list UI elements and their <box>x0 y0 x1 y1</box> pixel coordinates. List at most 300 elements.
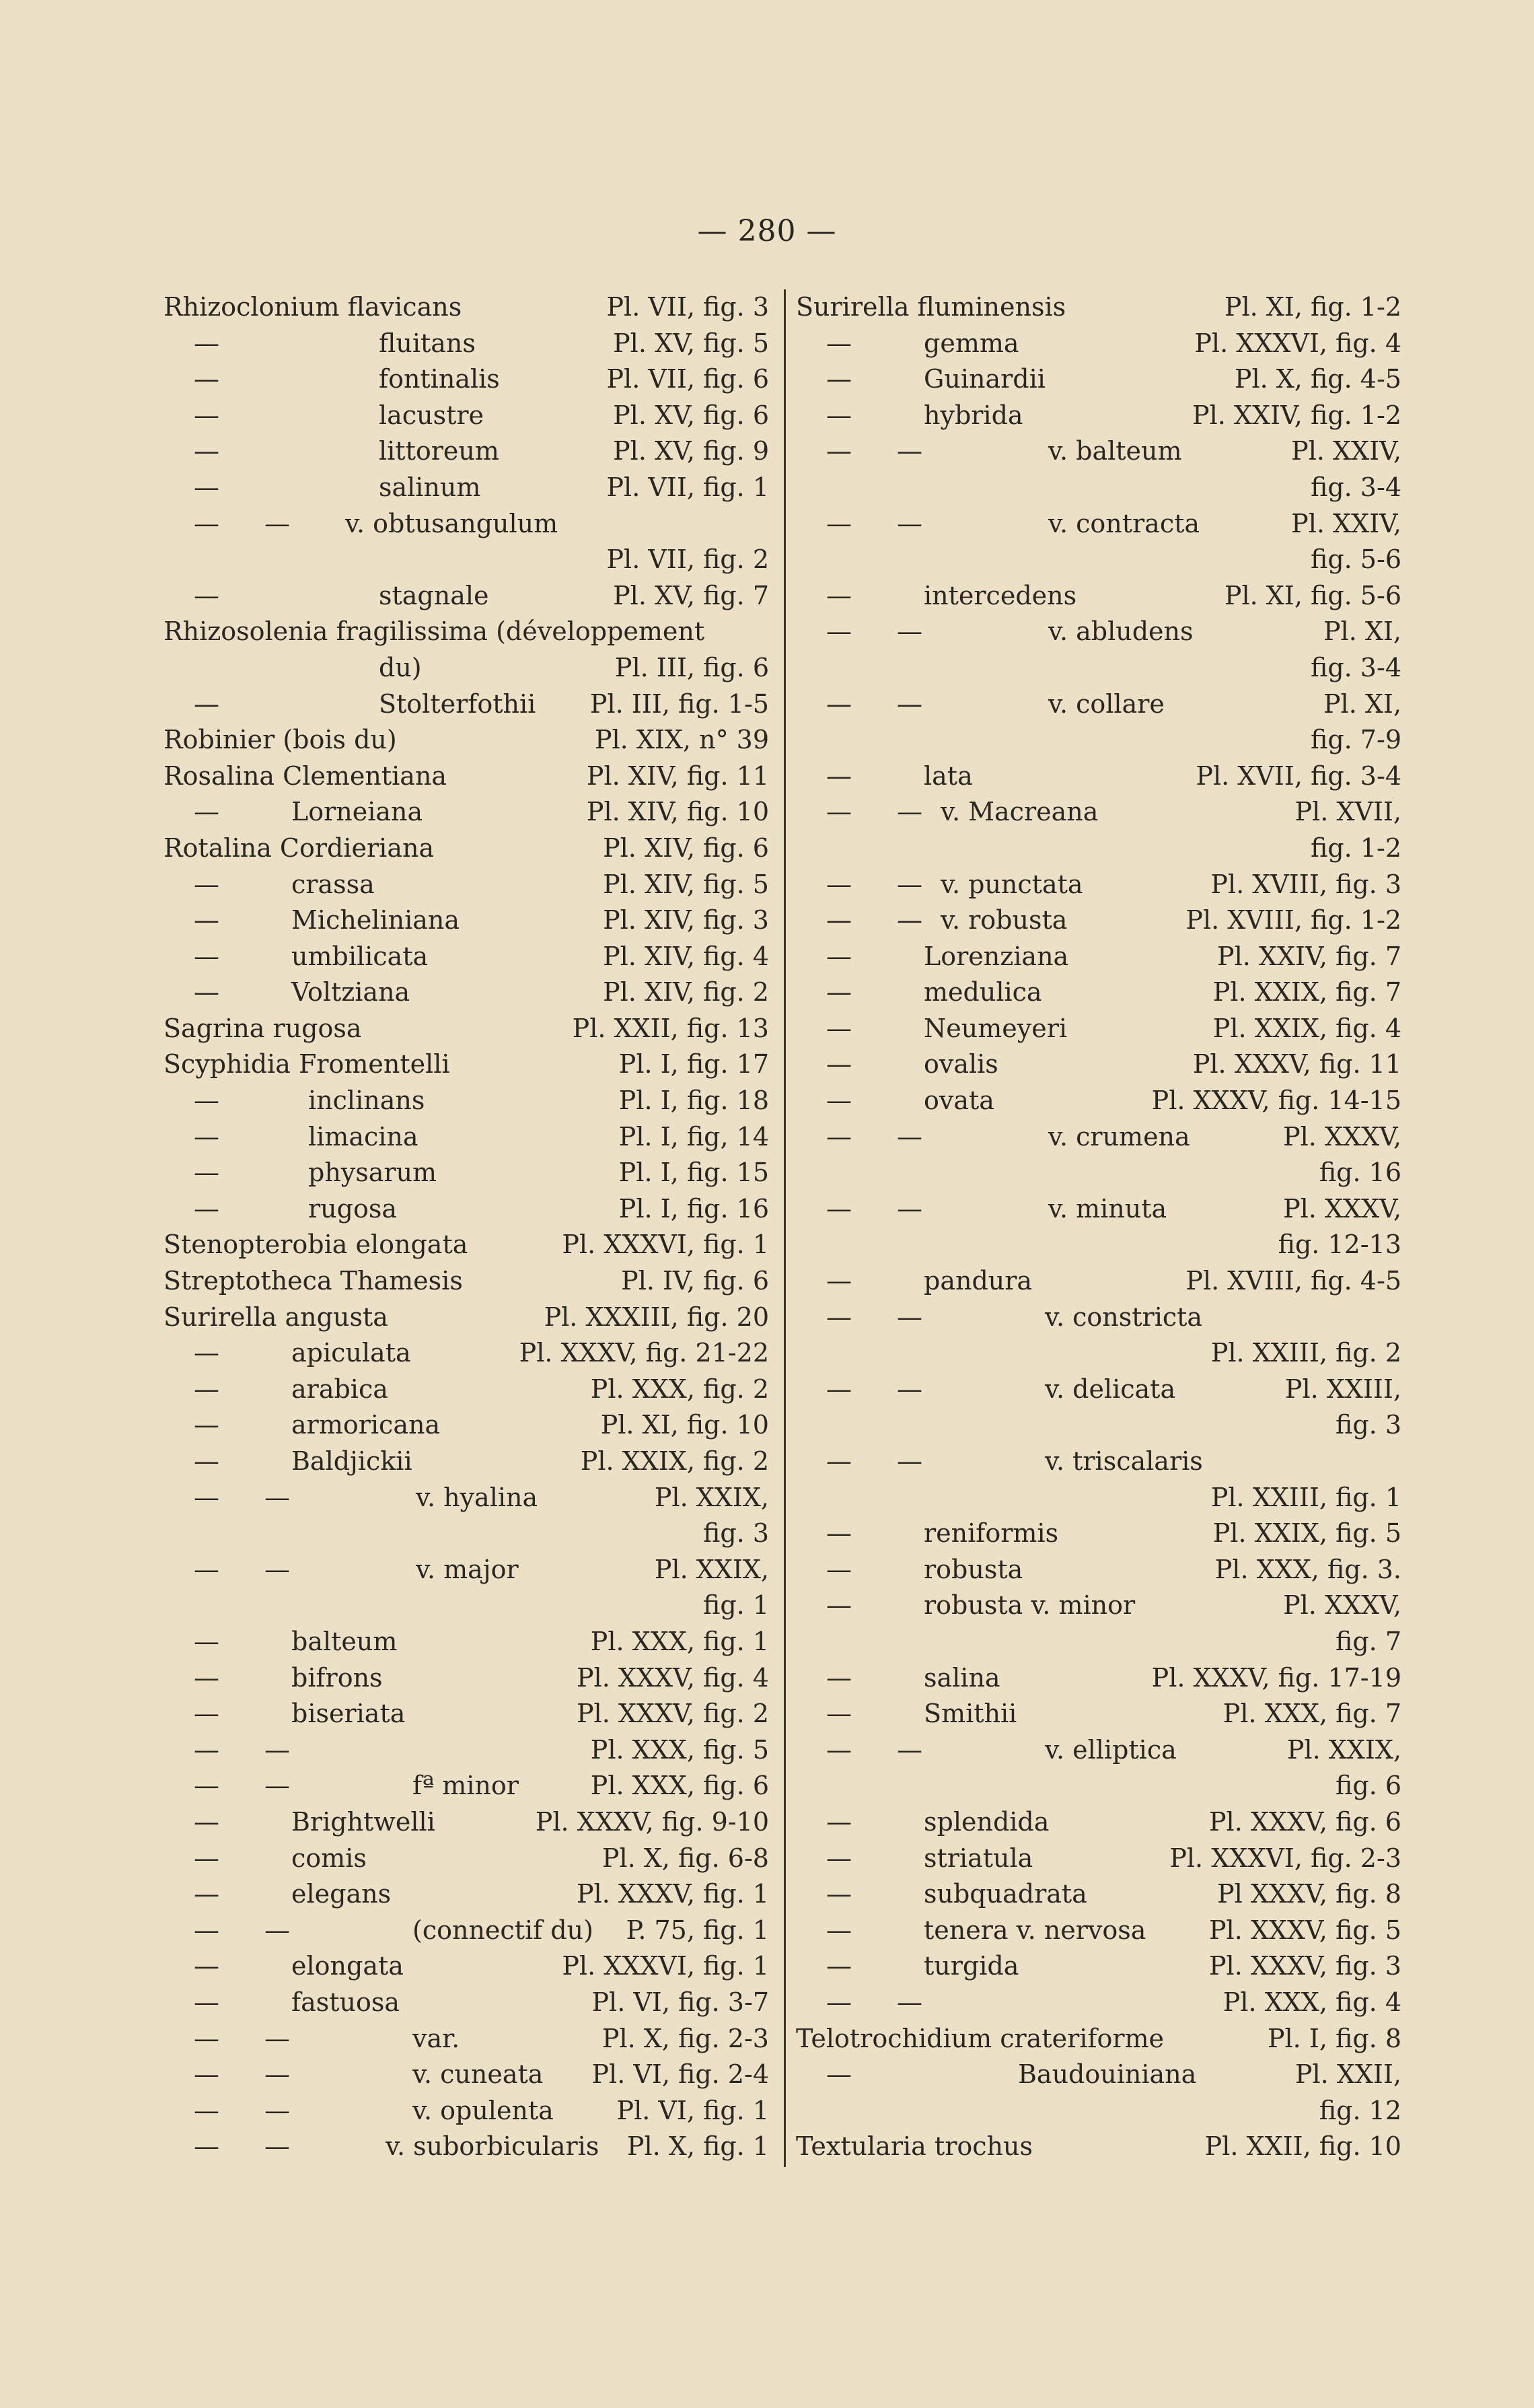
plate-reference: Pl. XXXVI, fig. 4 <box>1194 328 1401 358</box>
index-entry <box>163 1372 769 1408</box>
entry-name: crassa <box>291 869 375 899</box>
plate-reference: Pl. XXXV, fig. 9-10 <box>535 1806 769 1837</box>
index-entry <box>796 1191 1401 1228</box>
entry-name: v. obtusangulum <box>345 508 558 538</box>
ditto-dash: — <box>897 905 922 935</box>
index-entry <box>163 1335 769 1372</box>
index-entry <box>796 1768 1401 1804</box>
entry-name: du) <box>379 652 422 682</box>
plate-reference: Pl. XI, fig. 10 <box>600 1410 769 1440</box>
plate-reference: Pl. XIV, fig. 10 <box>586 797 769 827</box>
plate-reference: fig. 3 <box>702 1518 769 1549</box>
plate-reference: Pl. XXX, fig. 1 <box>590 1626 769 1656</box>
entry-name: Micheliniana <box>291 905 460 935</box>
ditto-dash: — <box>826 1879 852 1909</box>
ditto-dash: — <box>264 2131 290 2162</box>
ditto-dash: — <box>194 1446 219 1476</box>
index-entry <box>163 614 769 650</box>
ditto-dash: — <box>826 2059 852 2090</box>
index-entry <box>163 1480 769 1516</box>
ditto-dash: — <box>826 508 852 538</box>
plate-reference: Pl. XI, fig. 1-2 <box>1224 292 1401 322</box>
entry-name: Smithii <box>924 1699 1017 1729</box>
index-entry <box>163 2129 769 2165</box>
ditto-dash: — <box>194 1482 219 1512</box>
entry-name: armoricana <box>291 1410 441 1440</box>
entry-name: ovata <box>924 1086 994 1116</box>
ditto-dash: — <box>194 2023 219 2053</box>
index-entry <box>163 722 769 758</box>
index-entry <box>796 794 1401 830</box>
index-entry <box>796 470 1401 506</box>
ditto-dash: — <box>194 797 219 827</box>
index-entry <box>163 1191 769 1228</box>
plate-reference: Pl. XVIII, fig. 4-5 <box>1185 1266 1401 1296</box>
entry-name: subquadrata <box>924 1879 1087 1909</box>
plate-reference: fig. 1 <box>702 1590 769 1621</box>
entry-name: fluitans <box>379 328 476 358</box>
index-entry <box>796 902 1401 939</box>
ditto-dash: — <box>897 1302 922 1332</box>
entry-name: robusta v. minor <box>924 1590 1136 1621</box>
ditto-dash: — <box>826 580 852 610</box>
ditto-dash: — <box>826 1193 852 1224</box>
ditto-dash: — <box>194 1662 219 1693</box>
ditto-dash: — <box>826 977 852 1007</box>
entry-name: v. suborbicularis <box>386 2131 599 2162</box>
plate-reference: Pl. XXX, fig. 7 <box>1222 1699 1401 1729</box>
index-entry <box>796 578 1401 614</box>
index-entry <box>163 1876 769 1913</box>
index-entry <box>163 1732 769 1769</box>
index-entry <box>163 1227 769 1263</box>
ditto-dash: — <box>194 1915 219 1945</box>
plate-reference: Pl. XXXV, fig. 2 <box>576 1699 769 1729</box>
index-entry <box>796 1227 1401 1263</box>
ditto-dash: — <box>194 869 219 899</box>
index-entry <box>796 650 1401 686</box>
entry-name: striatula <box>924 1843 1033 1873</box>
entry-name: hybrida <box>924 400 1023 430</box>
plate-reference: Pl. X, fig. 1 <box>626 2131 769 2162</box>
plate-reference: Pl. I, fig. 16 <box>618 1193 769 1224</box>
plate-reference: fig. 16 <box>1319 1158 1401 1188</box>
index-entry <box>796 686 1401 723</box>
ditto-dash: — <box>826 1518 852 1549</box>
index-entry <box>796 1083 1401 1119</box>
index-entry <box>163 1011 769 1047</box>
plate-reference: Pl. XXX, fig. 6 <box>590 1771 769 1801</box>
ditto-dash: — <box>194 1374 219 1404</box>
index-entry <box>163 1444 769 1480</box>
plate-reference: Pl. XXIX, <box>654 1482 769 1512</box>
entry-name: Lorneiana <box>291 797 423 827</box>
ditto-dash: — <box>897 1734 922 1765</box>
ditto-dash: — <box>826 1987 852 2017</box>
index-entry <box>163 686 769 723</box>
ditto-dash: — <box>826 328 852 358</box>
index-entry <box>796 1155 1401 1191</box>
ditto-dash: — <box>897 1374 922 1404</box>
ditto-dash: — <box>194 2059 219 2090</box>
ditto-dash: — <box>897 1987 922 2017</box>
ditto-dash: — <box>194 2131 219 2162</box>
entry-name: littoreum <box>379 436 499 466</box>
index-column-left <box>163 289 769 2165</box>
plate-reference: Pl. III, fig. 1-5 <box>589 688 769 719</box>
plate-reference: Pl. XVIII, fig. 1-2 <box>1185 905 1401 935</box>
index-entry <box>796 722 1401 758</box>
index-entry <box>796 289 1401 326</box>
index-entry <box>163 578 769 614</box>
entry-name: tenera v. nervosa <box>924 1915 1146 1945</box>
index-column-right <box>796 289 1401 2165</box>
plate-reference: Pl. XXIX, fig. 4 <box>1212 1013 1401 1043</box>
ditto-dash: — <box>264 2023 290 2053</box>
index-entry <box>796 2129 1401 2165</box>
index-entry <box>796 1047 1401 1083</box>
plate-reference: fig. 3 <box>1335 1410 1401 1440</box>
ditto-dash: — <box>194 1699 219 1729</box>
entry-name: inclinans <box>308 1086 425 1116</box>
ditto-dash: — <box>826 688 852 719</box>
index-entry <box>163 902 769 939</box>
ditto-dash: — <box>194 1410 219 1440</box>
ditto-dash: — <box>826 1843 852 1873</box>
plate-reference: Pl. XXIII, <box>1284 1374 1401 1404</box>
index-entry <box>163 361 769 398</box>
entry-name: Streptotheca Thamesis <box>163 1266 463 1296</box>
index-entry <box>163 1083 769 1119</box>
ditto-dash: — <box>826 1662 852 1693</box>
ditto-dash: — <box>194 1626 219 1656</box>
ditto-dash: — <box>264 1771 290 1801</box>
ditto-dash: — <box>826 400 852 430</box>
entry-name: medulica <box>924 977 1042 1007</box>
index-entry <box>796 361 1401 398</box>
entry-name: Baudouiniana <box>1018 2059 1197 2090</box>
entry-name: apiculata <box>291 1338 411 1368</box>
plate-reference: Pl. XXII, fig. 10 <box>1204 2131 1401 2162</box>
ditto-dash: — <box>826 1806 852 1837</box>
index-entry <box>796 1480 1401 1516</box>
entry-name: var. <box>412 2023 460 2053</box>
ditto-dash: — <box>194 1121 219 1152</box>
ditto-dash: — <box>826 1734 852 1765</box>
ditto-dash: — <box>264 1734 290 1765</box>
ditto-dash: — <box>826 1446 852 1476</box>
ditto-dash: — <box>194 580 219 610</box>
plate-reference: Pl. XIV, fig. 4 <box>603 941 769 971</box>
index-entry <box>163 939 769 975</box>
index-entry <box>163 1768 769 1804</box>
entry-name: salinum <box>379 472 481 502</box>
ditto-dash: — <box>194 1987 219 2017</box>
plate-reference: Pl. XI, <box>1323 616 1401 647</box>
page-number: — 280 — <box>697 214 837 248</box>
entry-name: (connectif du) <box>412 1915 593 1945</box>
entry-name: Stolterfothii <box>379 688 536 719</box>
index-entry <box>796 326 1401 362</box>
plate-reference: Pl. XXXV, fig. 11 <box>1192 1049 1401 1079</box>
index-entry <box>163 470 769 506</box>
index-entry <box>163 2093 769 2129</box>
entry-name: Stenopterobia elongata <box>163 1230 468 1260</box>
index-entry <box>163 1696 769 1732</box>
entry-name: gemma <box>924 328 1019 358</box>
entry-name: Telotrochidium crateriforme <box>796 2023 1165 2053</box>
entry-name: balteum <box>291 1626 398 1656</box>
column-divider <box>784 289 786 2167</box>
entry-name: rugosa <box>308 1193 397 1224</box>
plate-reference: Pl. VII, fig. 2 <box>606 544 769 575</box>
plate-reference: Pl. XXXVI, fig. 1 <box>562 1951 769 1981</box>
ditto-dash: — <box>897 1121 922 1152</box>
index-entry <box>796 1300 1401 1336</box>
entry-name: comis <box>291 1843 367 1873</box>
plate-reference: Pl. XV, fig. 9 <box>613 436 769 466</box>
ditto-dash: — <box>826 1915 852 1945</box>
index-entry <box>796 1876 1401 1913</box>
plate-reference: Pl. XXXV, fig. 4 <box>576 1662 769 1693</box>
entry-name: v. opulenta <box>412 2095 554 2125</box>
index-entry <box>163 1985 769 2021</box>
ditto-dash: — <box>194 436 219 466</box>
plate-reference: Pl. XXIV, fig. 7 <box>1217 941 1401 971</box>
entry-name: Baldjickii <box>291 1446 412 1476</box>
ditto-dash: — <box>826 941 852 971</box>
index-entry <box>796 758 1401 795</box>
entry-name: umbilicata <box>291 941 429 971</box>
plate-reference: Pl. XV, fig. 7 <box>613 580 769 610</box>
ditto-dash: — <box>194 977 219 1007</box>
entry-name: Brightwelli <box>291 1806 435 1837</box>
ditto-dash: — <box>194 1879 219 1909</box>
index-entry <box>796 1119 1401 1156</box>
entry-name: salina <box>924 1662 1000 1693</box>
entry-name: v. punctata <box>941 869 1083 899</box>
index-entry <box>163 975 769 1011</box>
index-entry <box>796 1516 1401 1552</box>
entry-name: v. contracta <box>1048 508 1200 538</box>
entry-name: Textularia trochus <box>796 2131 1033 2162</box>
ditto-dash: — <box>194 1806 219 1837</box>
plate-reference: Pl. VII, fig. 1 <box>606 472 769 502</box>
entry-name: v. minuta <box>1048 1193 1167 1224</box>
entry-name: fastuosa <box>291 1987 400 2017</box>
entry-name: splendida <box>924 1806 1050 1837</box>
entry-name: intercedens <box>924 580 1077 610</box>
entry-name: Guinardii <box>924 364 1046 394</box>
ditto-dash: — <box>826 869 852 899</box>
index-entry <box>163 326 769 362</box>
entry-name: lacustre <box>379 400 484 430</box>
plate-reference: Pl. X, fig. 4-5 <box>1234 364 1401 394</box>
plate-reference: Pl. XV, fig. 6 <box>613 400 769 430</box>
index-entry <box>163 2057 769 2093</box>
plate-reference: Pl. I, fig. 8 <box>1267 2023 1401 2053</box>
ditto-dash: — <box>826 364 852 394</box>
index-entry <box>796 1732 1401 1769</box>
plate-reference: Pl. XXXV, <box>1283 1193 1401 1224</box>
ditto-dash: — <box>194 1734 219 1765</box>
plate-reference: Pl. XV, fig. 5 <box>613 328 769 358</box>
ditto-dash: — <box>194 1086 219 1116</box>
index-entry <box>163 1300 769 1336</box>
plate-reference: Pl. XIX, n° 39 <box>594 725 769 755</box>
index-entry <box>796 2093 1401 2129</box>
entry-name: arabica <box>291 1374 388 1404</box>
entry-name: reniformis <box>924 1518 1059 1549</box>
index-entry <box>163 867 769 903</box>
plate-reference: Pl. I, fig. 15 <box>618 1158 769 1188</box>
entry-name: elongata <box>291 1951 404 1981</box>
index-entry <box>796 830 1401 867</box>
plate-reference: Pl. XXX, fig. 3. <box>1214 1554 1401 1584</box>
ditto-dash: — <box>826 1086 852 1116</box>
entry-name: v. delicata <box>1045 1374 1176 1404</box>
plate-reference: Pl. X, fig. 2-3 <box>601 2023 769 2053</box>
index-entry <box>796 1588 1401 1624</box>
plate-reference: Pl. XXXV, fig. 5 <box>1208 1915 1401 1945</box>
plate-reference: Pl. IV, fig. 6 <box>621 1266 769 1296</box>
index-entry <box>796 2057 1401 2093</box>
index-entry <box>163 1263 769 1300</box>
ditto-dash: — <box>194 1193 219 1224</box>
ditto-dash: — <box>826 1951 852 1981</box>
ditto-dash: — <box>826 1699 852 1729</box>
entry-name: Rhizosolenia fragilissima (développement <box>163 616 705 647</box>
ditto-dash: — <box>194 905 219 935</box>
plate-reference: Pl. I, fig. 18 <box>618 1086 769 1116</box>
plate-reference: Pl. X, fig. 6-8 <box>601 1843 769 1873</box>
ditto-dash: — <box>826 1013 852 1043</box>
index-entry <box>163 1516 769 1552</box>
plate-reference: Pl. XXIX, <box>654 1554 769 1584</box>
index-entry <box>163 506 769 542</box>
ditto-dash: — <box>897 1446 922 1476</box>
entry-name: robusta <box>924 1554 1023 1584</box>
index-entry <box>796 867 1401 903</box>
index-entry <box>163 1407 769 1444</box>
index-entry <box>796 614 1401 650</box>
plate-reference: Pl. XXIV, fig. 1-2 <box>1192 400 1401 430</box>
plate-reference: Pl. XXXV, fig. 17-19 <box>1151 1662 1401 1693</box>
index-entry <box>796 1372 1401 1408</box>
index-entry <box>163 1155 769 1191</box>
plate-reference: Pl. XI, fig. 5-6 <box>1224 580 1401 610</box>
ditto-dash: — <box>194 1554 219 1584</box>
entry-name: Rosalina Clementiana <box>163 760 447 791</box>
plate-reference: Pl. XXII, <box>1294 2059 1401 2090</box>
entry-name: Surirella fluminensis <box>796 292 1066 322</box>
plate-reference: Pl. VI, fig. 2-4 <box>591 2059 769 2090</box>
plate-reference: Pl. XXXVI, fig. 1 <box>562 1230 769 1260</box>
plate-reference: Pl. XXXV, fig. 14-15 <box>1151 1086 1401 1116</box>
ditto-dash: — <box>264 1554 290 1584</box>
entry-name: bifrons <box>291 1662 383 1693</box>
ditto-dash: — <box>264 508 290 538</box>
ditto-dash: — <box>826 905 852 935</box>
plate-reference: Pl. XXXV, fig. 1 <box>576 1879 769 1909</box>
index-entry <box>163 1119 769 1156</box>
ditto-dash: — <box>194 1843 219 1873</box>
plate-reference: fig. 12 <box>1319 2095 1401 2125</box>
plate-reference: Pl. XXIII, fig. 1 <box>1210 1482 1401 1512</box>
ditto-dash: — <box>826 436 852 466</box>
plate-reference: Pl. XXIX, fig. 2 <box>580 1446 769 1476</box>
plate-reference: fig. 3-4 <box>1310 652 1401 682</box>
plate-reference: fig. 3-4 <box>1310 472 1401 502</box>
plate-reference: Pl. XXXVI, fig. 2-3 <box>1169 1843 1401 1873</box>
index-entry <box>796 1804 1401 1841</box>
plate-reference: Pl. XXXV, fig. 3 <box>1208 1951 1401 1981</box>
ditto-dash: — <box>194 1951 219 1981</box>
plate-reference: Pl. VI, fig. 3-7 <box>591 1987 769 2017</box>
plate-reference: Pl. XXXV, fig. 21-22 <box>519 1338 769 1368</box>
index-entry <box>796 1841 1401 1877</box>
index-entry <box>163 1660 769 1697</box>
entry-name: limacina <box>308 1121 418 1152</box>
entry-name: Surirella angusta <box>163 1302 388 1332</box>
plate-reference: Pl. XIV, fig. 11 <box>586 760 769 791</box>
plate-reference: Pl. XXXV, <box>1283 1590 1401 1621</box>
ditto-dash: — <box>826 616 852 647</box>
index-entry <box>163 1948 769 1985</box>
ditto-dash: — <box>897 508 922 538</box>
plate-reference: Pl. XXX, fig. 5 <box>590 1734 769 1765</box>
ditto-dash: — <box>826 1554 852 1584</box>
plate-reference: Pl. XIV, fig. 5 <box>603 869 769 899</box>
index-entry <box>796 1696 1401 1732</box>
ditto-dash: — <box>826 1302 852 1332</box>
index-entry <box>796 1913 1401 1949</box>
index-entry <box>163 1047 769 1083</box>
index-entry <box>796 1948 1401 1985</box>
plate-reference: P. 75, fig. 1 <box>626 1915 769 1945</box>
plate-reference: fig. 1-2 <box>1310 833 1401 863</box>
ditto-dash: — <box>194 1338 219 1368</box>
ditto-dash: — <box>897 1193 922 1224</box>
ditto-dash: — <box>826 1049 852 1079</box>
index-entry <box>796 939 1401 975</box>
ditto-dash: — <box>897 616 922 647</box>
plate-reference: Pl. I, fig, 14 <box>618 1121 769 1152</box>
plate-reference: Pl. XXX, fig. 2 <box>590 1374 769 1404</box>
plate-reference: Pl. I, fig. 17 <box>618 1049 769 1079</box>
index-entry <box>163 2021 769 2057</box>
index-entry <box>796 398 1401 434</box>
index-entry <box>796 975 1401 1011</box>
entry-name: fontinalis <box>379 364 500 394</box>
plate-reference: Pl. XXII, fig. 13 <box>572 1013 769 1043</box>
plate-reference: fig. 7 <box>1335 1626 1401 1656</box>
plate-reference: Pl. XXX, fig. 4 <box>1222 1987 1401 2017</box>
index-entry <box>796 1444 1401 1480</box>
plate-reference: fig. 5-6 <box>1310 544 1401 575</box>
index-entry <box>796 1263 1401 1300</box>
index-entry <box>796 1407 1401 1444</box>
ditto-dash: — <box>194 2095 219 2125</box>
entry-name: Lorenziana <box>924 941 1069 971</box>
plate-reference: Pl. XVII, <box>1294 797 1401 827</box>
ditto-dash: — <box>826 1374 852 1404</box>
ditto-dash: — <box>826 1590 852 1621</box>
index-entry <box>796 433 1401 470</box>
plate-reference: Pl. VII, fig. 3 <box>606 292 769 322</box>
plate-reference: Pl. XIV, fig. 2 <box>603 977 769 1007</box>
index-entry <box>163 1804 769 1841</box>
